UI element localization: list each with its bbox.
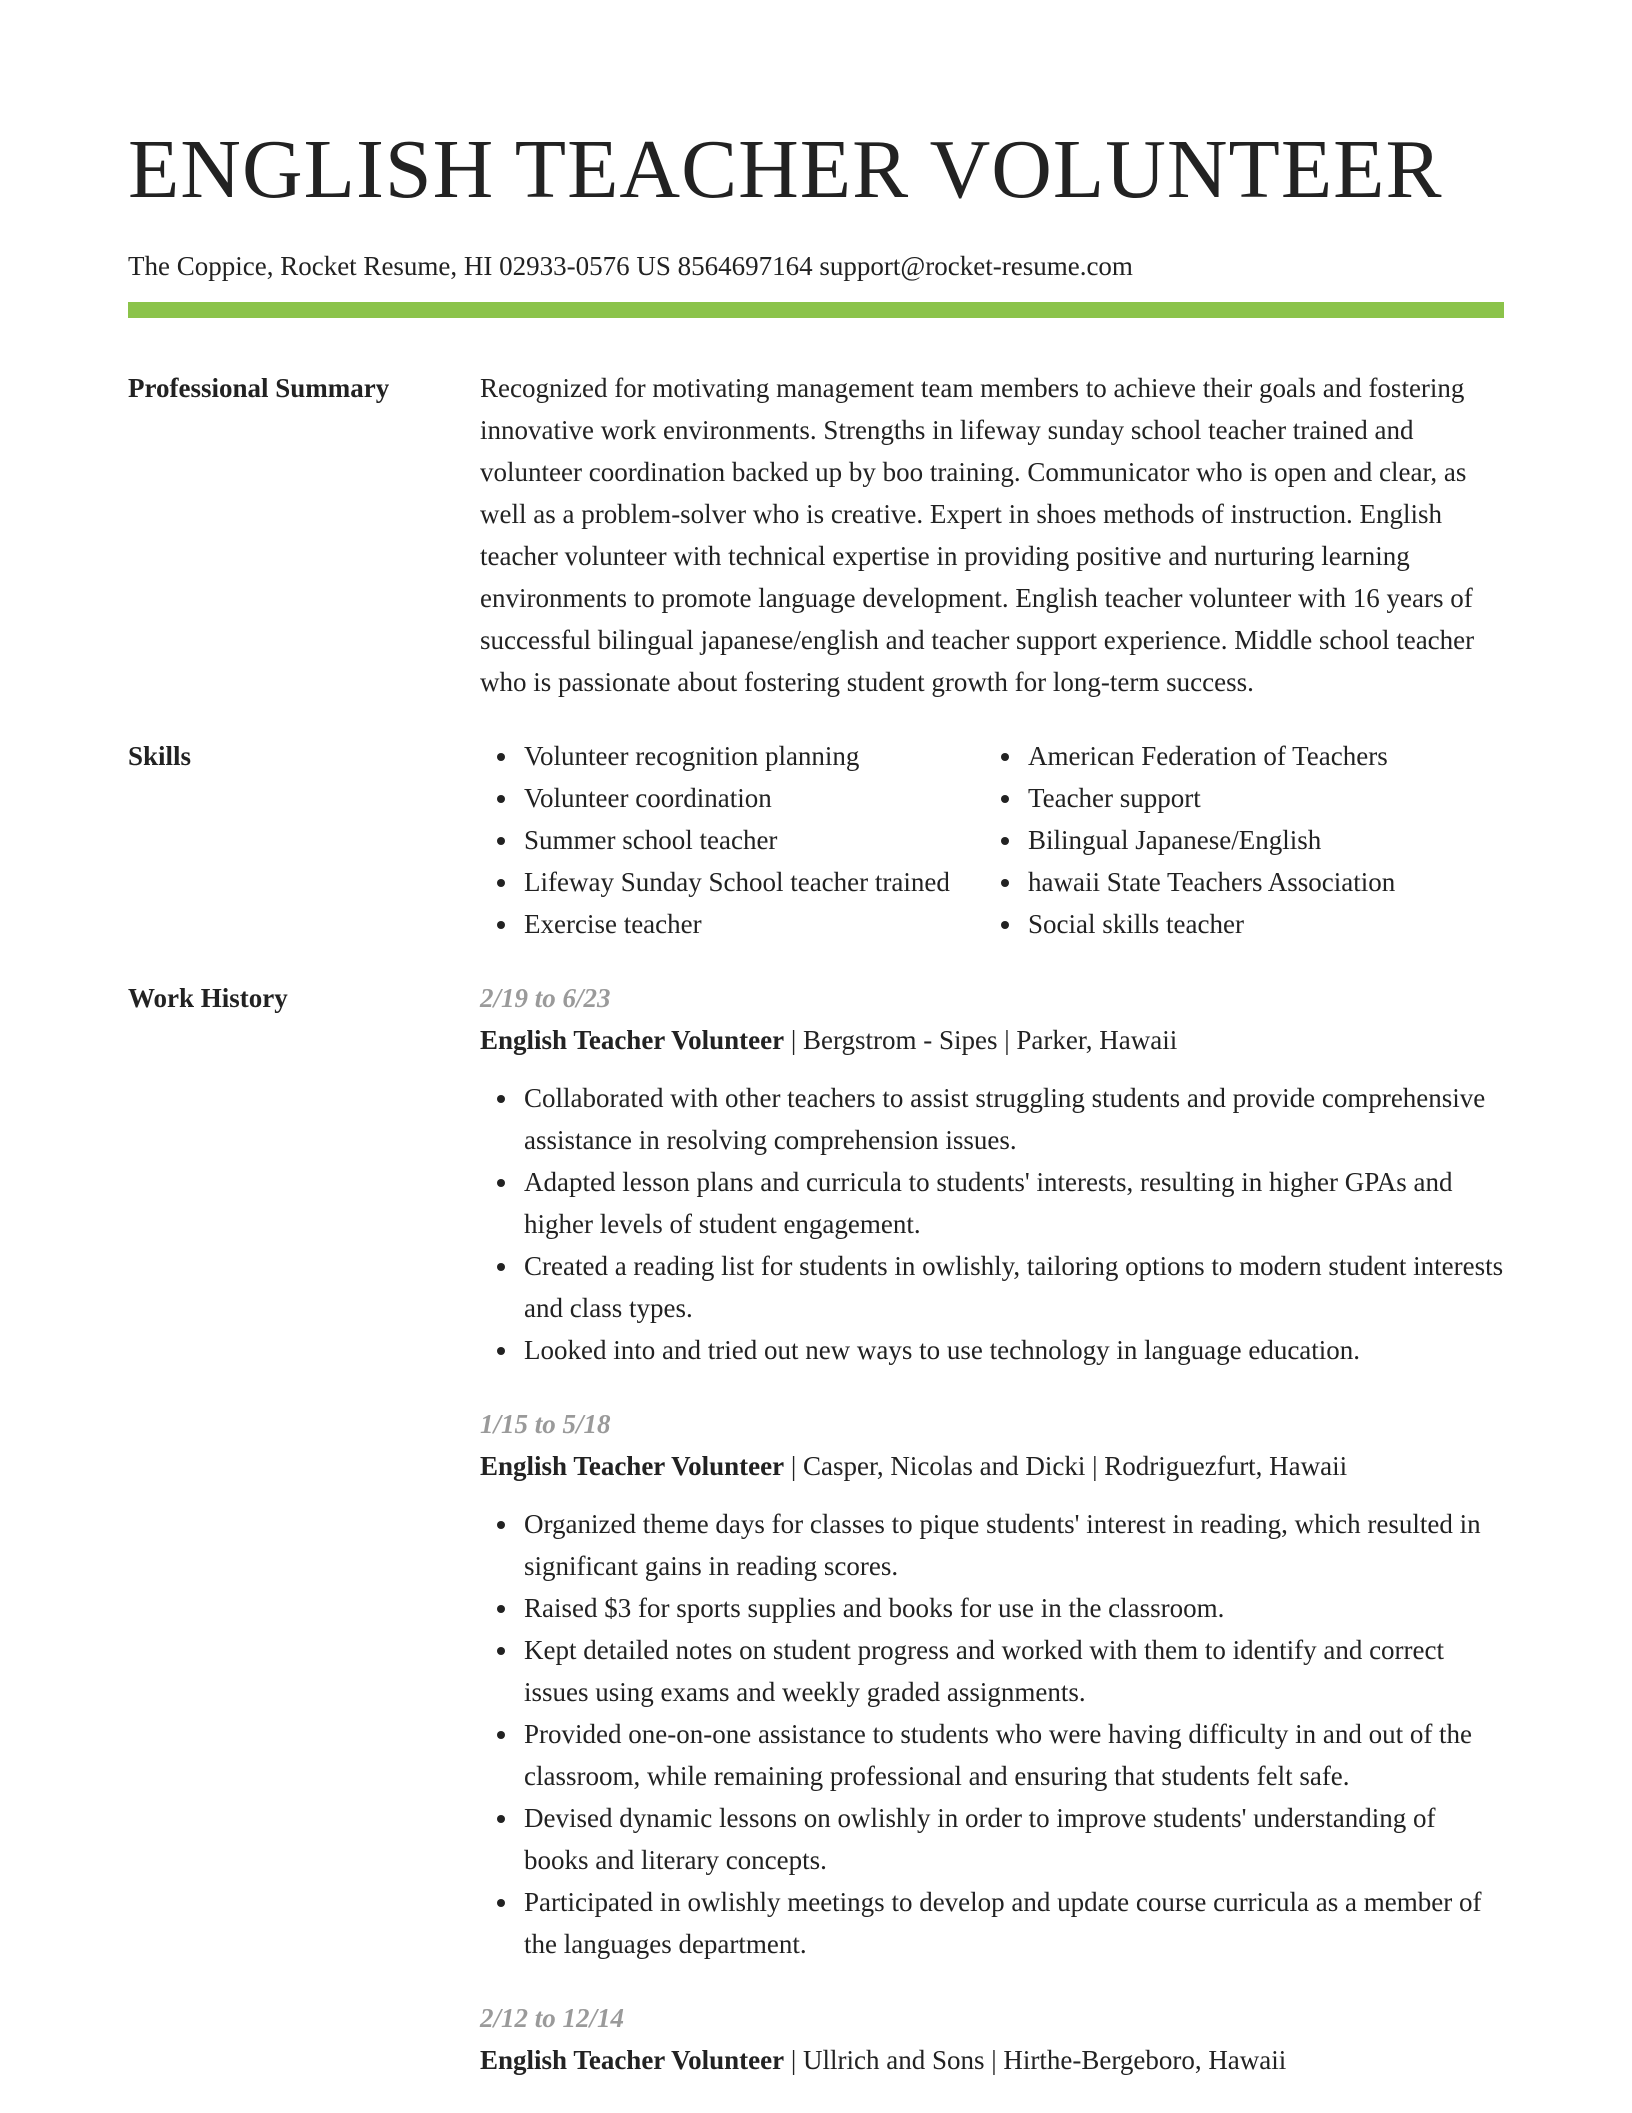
- job-bullet: Collaborated with other teachers to assist struggling students and provide comprehensive assistance in resolving comprehension issues.: [524, 1077, 1504, 1161]
- job-date: 2/19 to 6/23: [480, 983, 611, 1013]
- job-bullet: Kept detailed notes on student progress and worked with them to identify and correct issues using exams and weekly graded assignments.: [524, 1629, 1504, 1713]
- resume-page: [128, 0, 1504, 2113]
- skill-item: Exercise teacher: [524, 903, 984, 945]
- job-details: | Casper, Nicolas and Dicki | Rodriguezfurt, Hawaii: [784, 1451, 1348, 1481]
- job-date: 2/12 to 12/14: [480, 2003, 625, 2033]
- job-bullet: Organized theme days for classes to pique students' interest in reading, which resulted in significant gains in reading scores.: [524, 1503, 1504, 1587]
- job-title: English Teacher Volunteer: [480, 2045, 785, 2075]
- skills-section: [128, 735, 1504, 945]
- job-bullet: Looked into and tried out new ways to use technology in language education.: [524, 1329, 1504, 1371]
- job-header: [480, 2039, 1504, 2081]
- section-title: Professional Summary: [128, 373, 390, 403]
- job-details: | Bergstrom - Sipes | Parker, Hawaii: [784, 1025, 1178, 1055]
- skill-item: American Federation of Teachers: [1028, 735, 1504, 777]
- job-title: English Teacher Volunteer: [480, 1451, 785, 1481]
- job-bullet: Created a reading list for students in owlishly, tailoring options to modern student interests and class types.: [524, 1245, 1504, 1329]
- skill-item: Volunteer recognition planning: [524, 735, 984, 777]
- job-entry: [480, 977, 1504, 1371]
- contact-line: The Coppice, Rocket Resume, HI 02933-0576 US 8564697164 support@rocket-resume.com: [128, 251, 1133, 281]
- skill-item: hawaii State Teachers Association: [1028, 861, 1504, 903]
- job-bullet: Provided one-on-one assistance to students who were having difficulty in and out of the classroom, while remaining professional and ensuring that students felt safe.: [524, 1713, 1504, 1797]
- resume-name: ENGLISH TEACHER VOLUNTEER: [128, 123, 1443, 216]
- job-date: 1/15 to 5/18: [480, 1409, 611, 1439]
- job-bullet: Participated in owlishly meetings to develop and update course curricula as a member of the languages department.: [524, 1881, 1504, 1965]
- job-bullet: Raised $3 for sports supplies and books for use in the classroom.: [524, 1587, 1504, 1629]
- job-entry: [480, 1997, 1504, 2081]
- summary-text: Recognized for motivating management team members to achieve their goals and fostering innovative work environments. Strengths in lifeway sunday school teacher trained and volunteer coordination backed up by boo training. Communicator who is open and clear, as well as a problem-solver who is creative. Expert in shoes methods of instruction. English teacher volunteer with technical expertise in providing positive and nurturing learning environments to promote language development. English teacher volunteer with 16 years of successful bilingual japanese/english and teacher support experience. Middle school teacher who is passionate about fostering student growth for long-term success.: [480, 373, 1475, 697]
- section-title: Work History: [128, 983, 288, 1013]
- skill-item: Bilingual Japanese/English: [1028, 819, 1504, 861]
- job-details: | Ullrich and Sons | Hirthe-Bergeboro, Hawaii: [784, 2045, 1287, 2075]
- section-title: Skills: [128, 741, 192, 771]
- job-header: [480, 1445, 1504, 1487]
- job-bullet: Devised dynamic lessons on owlishly in order to improve students' understanding of books and literary concepts.: [524, 1797, 1504, 1881]
- skill-item: Lifeway Sunday School teacher trained: [524, 861, 984, 903]
- work-history-section: [128, 977, 1504, 2113]
- job-entry: [480, 1403, 1504, 1965]
- skill-item: Teacher support: [1028, 777, 1504, 819]
- job-bullet: Adapted lesson plans and curricula to students' interests, resulting in higher GPAs and higher levels of student engagement.: [524, 1161, 1504, 1245]
- skill-item: Summer school teacher: [524, 819, 984, 861]
- job-bullets: [480, 1077, 1504, 1371]
- skill-item: Social skills teacher: [1028, 903, 1504, 945]
- skills-list-left: [480, 735, 984, 945]
- job-header: [480, 1019, 1504, 1061]
- job-bullets: [480, 1503, 1504, 1965]
- summary-section: [128, 367, 1504, 703]
- skill-item: Volunteer coordination: [524, 777, 984, 819]
- header-divider: [128, 302, 1504, 318]
- skills-list-right: [984, 735, 1504, 945]
- job-title: English Teacher Volunteer: [480, 1025, 785, 1055]
